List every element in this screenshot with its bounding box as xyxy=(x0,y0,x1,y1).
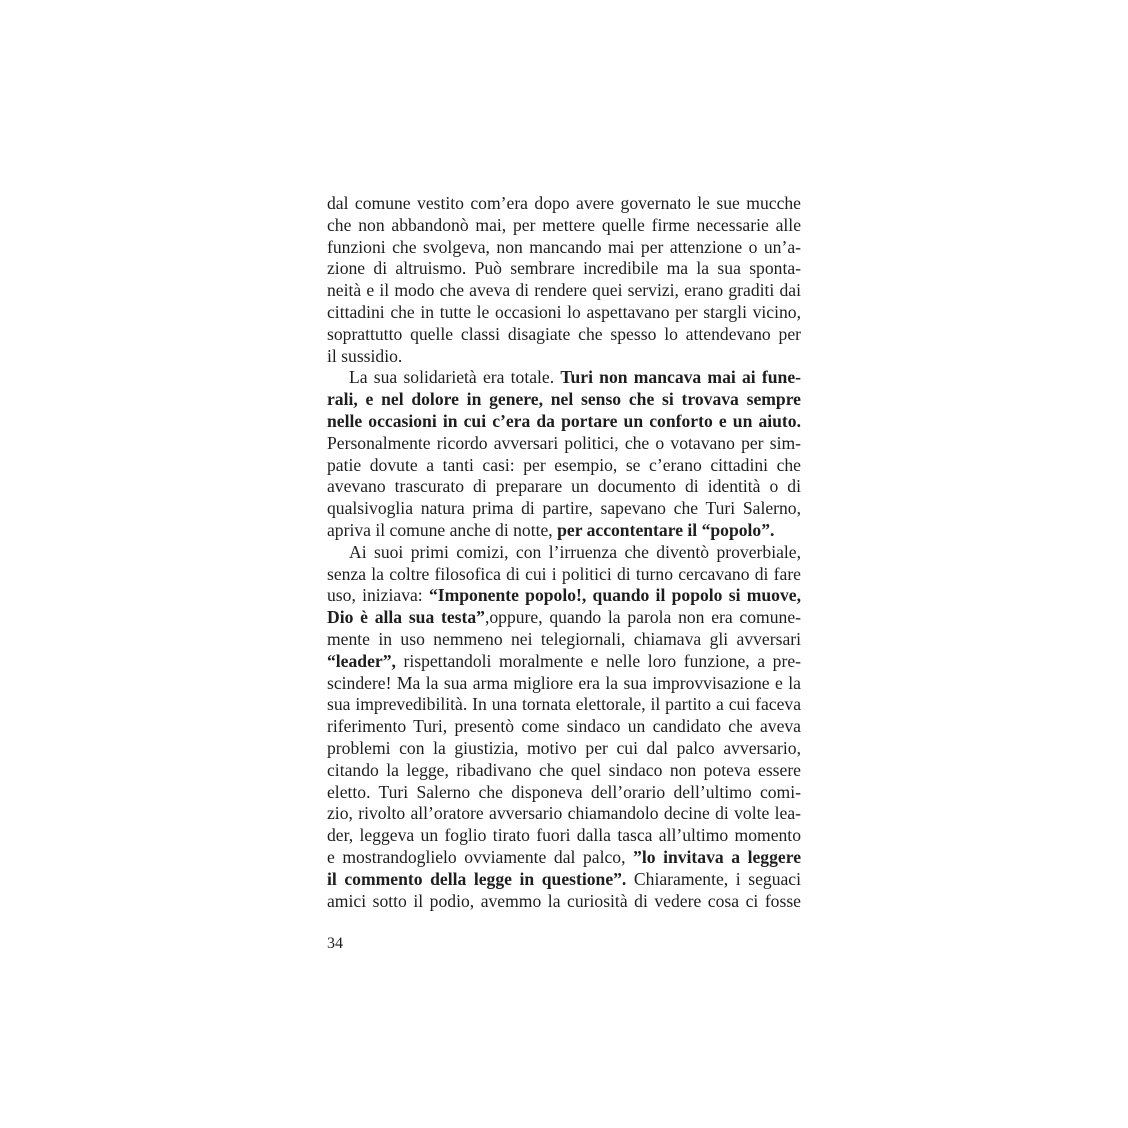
text-line: dal comune vestito com’era dopo avere governato le sue mucche xyxy=(327,193,801,213)
text-line: La sua solidarietà era totale. Turi non mancava mai ai fune- xyxy=(349,367,801,388)
text-line: “leader”, rispettandoli moralmente e nelle loro funzione, a pre- xyxy=(327,650,801,671)
text-line: riferimento Turi, presentò come sindaco un candidato che aveva xyxy=(327,716,801,737)
text-line: soprattutto quelle classi disagiate che spesso lo attendevano per xyxy=(327,323,801,344)
text-line: eletto. Turi Salerno che disponeva dell’orario dell’ultimo comi- xyxy=(327,781,801,802)
text-line: zio, rivolto all’oratore avversario chiamandolo decine di volte lea- xyxy=(327,803,801,824)
page-number: 34 xyxy=(327,935,343,952)
text-line: der, leggeva un foglio tirato fuori dalla tasca all’ultimo momento xyxy=(327,825,801,846)
text-line: citando la legge, ribadivano che quel sindaco non poteva essere xyxy=(327,759,801,780)
bold-text: “leader”, xyxy=(327,650,396,671)
text-line: amici sotto il podio, avemmo la curiosità di vedere cosa ci fosse xyxy=(327,890,801,911)
text-line: avevano trascurato di preparare un documento di identità o di xyxy=(327,476,801,497)
text-line: Dio è alla sua testa”,oppure, quando la parola non era comune- xyxy=(327,607,801,628)
text-line: problemi con la giustizia, motivo per cui dal palco avversario, xyxy=(327,737,801,758)
text-line: scindere! Ma la sua arma migliore era la sua improvvisazione e la xyxy=(327,672,801,693)
bold-text: ”lo invitava a leggere xyxy=(633,846,801,867)
text-line: cittadini che in tutte le occasioni lo aspettavano per stargli vicino, xyxy=(327,301,801,322)
bold-text: Dio è alla sua testa” xyxy=(327,607,485,628)
text-line: apriva il comune anche di notte, per accontentare il “popolo”. xyxy=(327,519,775,540)
page-body xyxy=(327,193,801,912)
text-line: mente in uso nemmeno nei telegiornali, chiamava gli avversari xyxy=(327,628,801,649)
text-line: e mostrandoglielo ovviamente dal palco, ”lo invitava a leggere xyxy=(327,846,801,867)
text-line: che non abbandonò mai, per mettere quelle firme necessarie alle xyxy=(327,214,801,235)
bold-text: per accontentare il “popolo”. xyxy=(557,519,775,540)
text-line: senza la coltre filosofica di cui i politici di turno cercavano di fare xyxy=(327,563,801,584)
bold-text: “Imponente popolo!, quando il popolo si muove, xyxy=(428,585,801,606)
text-line: il sussidio. xyxy=(327,345,403,366)
text-line: il commento della legge in questione”. Chiaramente, i seguaci xyxy=(327,868,802,889)
text-line: zione di altruismo. Può sembrare incredibile ma la sua sponta- xyxy=(327,258,801,279)
bold-text-line: nelle occasioni in cui c’era da portare un conforto e un aiuto. xyxy=(327,410,801,431)
text-line: uso, iniziava: “Imponente popolo!, quando il popolo si muove, xyxy=(327,585,801,606)
text-line: Ai suoi primi comizi, con l’irruenza che diventò proverbiale, xyxy=(349,541,801,562)
bold-text-line: rali, e nel dolore in genere, nel senso che si trovava sempre xyxy=(327,389,801,410)
text-line: sua imprevedibilità. In una tornata elettorale, il partito a cui faceva xyxy=(327,694,801,715)
text-line: qualsivoglia natura prima di partire, sapevano che Turi Salerno, xyxy=(327,498,801,519)
bold-text: Turi non mancava mai ai fune- xyxy=(560,367,801,388)
text-line: funzioni che svolgeva, non mancando mai per attenzione o un’a- xyxy=(327,236,801,257)
text-line: neità e il modo che aveva di rendere quei servizi, erano graditi dai xyxy=(327,280,801,301)
text-line: patie dovute a tanti casi: per esempio, se c’erano cittadini che xyxy=(327,454,801,475)
text-line: Personalmente ricordo avversari politici, che o votavano per sim- xyxy=(327,432,801,453)
bold-text: il commento della legge in questione”. xyxy=(327,868,627,889)
